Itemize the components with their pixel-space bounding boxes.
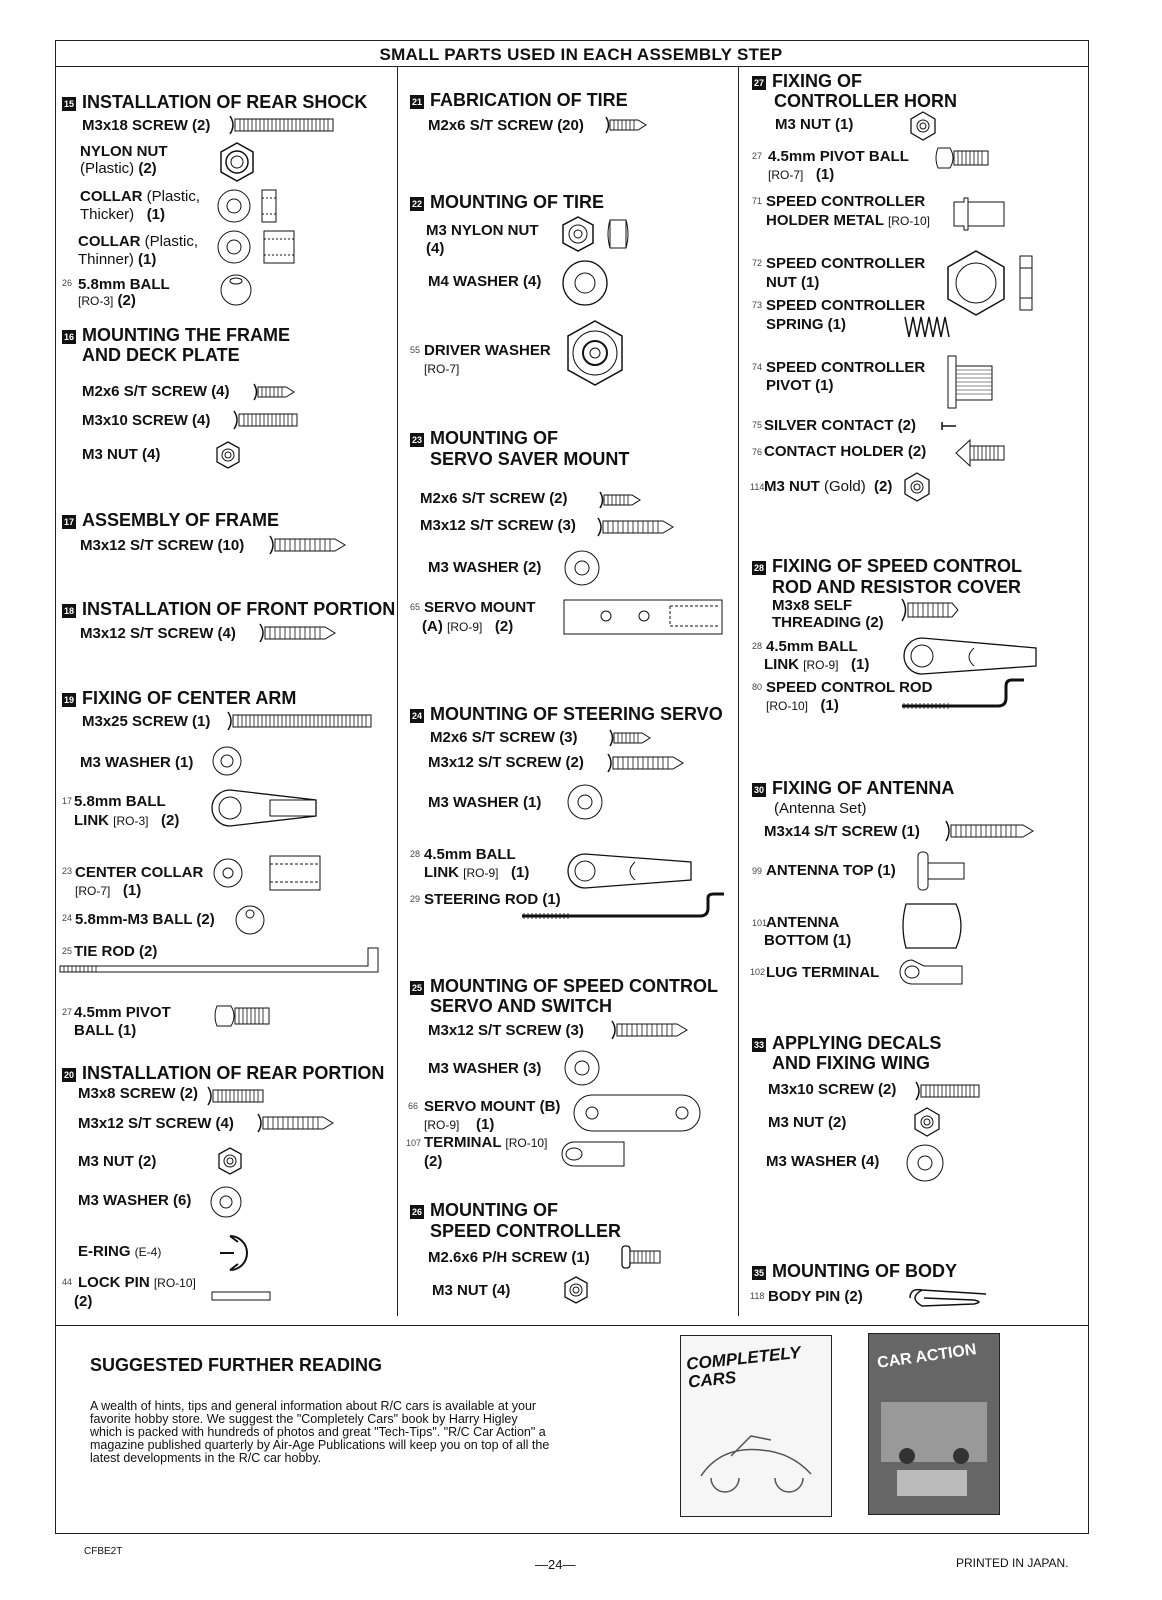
washer-icon [565, 782, 605, 822]
part-m3-washer: M3 WASHER (2) [428, 559, 542, 576]
screw-icon [620, 1244, 664, 1270]
part-lug-terminal: LUG TERMINAL [766, 964, 880, 981]
ball-icon [218, 272, 258, 308]
part-collar-thinner: COLLAR (Plastic, [78, 233, 199, 250]
step-30-subtitle: (Antenna Set) [774, 800, 867, 817]
part-nylon-nut-detail: (Plastic) (2) [80, 160, 157, 177]
step-33-title: 33 APPLYING DECALS [753, 1033, 942, 1053]
part-number: 27 [62, 1007, 73, 1017]
part-number: 80 [752, 682, 763, 692]
step-19-title: 19 FIXING OF CENTER ARM [63, 688, 297, 708]
part-steering-rod: STEERING ROD (1) [424, 891, 561, 908]
screw-icon [914, 1080, 982, 1102]
step-26-title: 26 MOUNTING OF [411, 1200, 558, 1220]
part-number: 25 [62, 946, 73, 956]
screw-icon [232, 409, 300, 431]
part-4-5mm-ball-link: 4.5mm BALL [766, 638, 858, 655]
part-speed-control-rod-detail: [RO-10] (1) [766, 697, 839, 714]
part-contact-holder: CONTACT HOLDER (2) [764, 443, 927, 460]
part-number: 29 [410, 894, 421, 904]
step-28-title: 28 FIXING OF SPEED CONTROL [753, 556, 1023, 576]
part-number: 107 [406, 1138, 422, 1148]
part-number: 17 [62, 796, 73, 806]
step-21-title: 21 FABRICATION OF TIRE [411, 90, 628, 110]
part-m3-washer: M3 WASHER (6) [78, 1192, 192, 1209]
nylon-nut-icon [215, 140, 259, 184]
header-divider [55, 66, 1089, 67]
part-servo-mount-b-detail: [RO-9] (1) [424, 1116, 495, 1133]
lug-terminal-icon [898, 958, 966, 986]
part-5-8mm-ball-link: 5.8mm BALL [74, 793, 166, 810]
step-23-title: 23 MOUNTING OF [411, 428, 558, 448]
step-22-title: 22 MOUNTING OF TIRE [411, 192, 604, 212]
nut-icon [912, 1106, 942, 1138]
part-body-pin: BODY PIN (2) [768, 1288, 863, 1305]
reading-paragraph: A wealth of hints, tips and general information about R/C cars is available at your favorite hobby store. We suggest the "Completely Cars" book by Harry Higley which is packed with hundreds of photos and great "Tech-Tips". "R/C Car Action" a magazine published quarterly by Air-Age Publications will keep you on top of all the latest developments in the R/C car hobby. [90, 1399, 550, 1465]
part-m3-nut: M3 NUT (4) [82, 446, 161, 463]
part-m3x25-screw: M3x25 SCREW (1) [82, 713, 211, 730]
step-25-title: 25 MOUNTING OF SPEED CONTROL [411, 976, 718, 996]
collar-thick-icon [214, 186, 284, 226]
part-number: 102 [750, 967, 766, 977]
step-15-title: 15 INSTALLATION OF REAR SHOCK [63, 92, 368, 112]
antenna-top-icon [916, 850, 968, 892]
screw-icon [606, 752, 686, 774]
screw-icon [256, 1112, 336, 1134]
part-m3x8-self-threading-line2: THREADING (2) [772, 614, 884, 631]
part-m2x6-st-screw: M2x6 S/T SCREW (3) [430, 729, 578, 746]
part-m3x12-st-screw: M3x12 S/T SCREW (4) [78, 1115, 234, 1132]
step-17-title: 17 ASSEMBLY OF FRAME [63, 510, 280, 530]
part-number: 75 [752, 420, 763, 430]
part-number: 28 [752, 641, 763, 651]
part-e-ring: E-RING (E-4) [78, 1243, 162, 1260]
tie-rod-icon [58, 944, 388, 984]
screw-icon [252, 382, 296, 402]
part-speed-controller-holder: SPEED CONTROLLER [766, 193, 926, 210]
part-number: 24 [62, 913, 73, 923]
screw-icon [610, 1019, 690, 1041]
part-4-5mm-ball-link-detail: LINK [RO-9] (1) [424, 864, 530, 881]
part-m3x8-self-threading: M3x8 SELF [772, 597, 853, 614]
large-nut-icon [942, 248, 1038, 318]
part-5-8mm-ball-detail: [RO-3] (2) [78, 292, 136, 309]
part-collar-thicker: COLLAR (Plastic, [80, 188, 201, 205]
nylon-nut-icon [558, 214, 634, 254]
lock-pin-icon [210, 1288, 274, 1304]
part-5-8mm-ball-link-detail: LINK [RO-3] (2) [74, 812, 180, 829]
magazine-title: CAR ACTION [876, 1341, 978, 1372]
part-number: 72 [752, 258, 763, 268]
e-ring-icon [214, 1230, 260, 1276]
nut-icon [908, 110, 938, 142]
part-m3x12-st-screw: M3x12 S/T SCREW (3) [428, 1022, 584, 1039]
part-m2-6x6-ph-screw: M2.6x6 P/H SCREW (1) [428, 1249, 590, 1266]
part-antenna-top: ANTENNA TOP (1) [766, 862, 896, 879]
part-speed-controller-spring: SPEED CONTROLLER [766, 297, 926, 314]
part-m2x6-st-screw: M2x6 S/T SCREW (2) [420, 490, 568, 507]
holder-metal-icon [950, 194, 1010, 234]
screw-icon [604, 115, 650, 135]
part-collar-thinner-detail: Thinner) (1) [78, 251, 157, 268]
document-code: CFBE2T [84, 1546, 123, 1557]
part-m2x6-st-screw: M2x6 S/T SCREW (4) [82, 383, 230, 400]
part-nylon-nut: NYLON NUT [80, 143, 168, 160]
part-center-collar-detail: [RO-7] (1) [75, 882, 142, 899]
part-servo-mount-a: SERVO MOUNT [424, 599, 536, 616]
magazine-photo [877, 1394, 991, 1504]
car-sketch [691, 1416, 821, 1506]
part-4-5mm-ball-link-detail: LINK [RO-9] (1) [764, 656, 870, 673]
step-27-title: 27 FIXING OF [753, 71, 862, 91]
washer-icon [562, 548, 602, 588]
washer-icon [210, 744, 244, 778]
page-number: —24— [535, 1557, 576, 1572]
screw-icon [268, 534, 348, 556]
control-rod-icon [900, 676, 1030, 712]
part-m3-nut: M3 NUT (1) [775, 116, 854, 133]
part-number: 27 [752, 151, 763, 161]
antenna-bottom-icon [900, 900, 972, 952]
part-driver-washer: DRIVER WASHER [424, 342, 551, 359]
screw-icon [598, 490, 644, 510]
part-m3-nut-gold: M3 NUT (Gold) (2) [764, 478, 893, 495]
screw-icon [258, 622, 338, 644]
part-number: 74 [752, 362, 763, 372]
part-4-5mm-pivot: 4.5mm PIVOT [74, 1004, 171, 1021]
pivot-ball-icon [213, 1002, 273, 1032]
terminal-icon [560, 1140, 628, 1168]
part-number: 26 [62, 278, 73, 288]
reading-title: SUGGESTED FURTHER READING [90, 1355, 383, 1375]
part-m3-nylon-nut-qty: (4) [426, 240, 445, 257]
part-m3-washer: M3 WASHER (4) [766, 1153, 880, 1170]
part-collar-thicker-detail: Thicker) (1) [80, 206, 166, 223]
step-33-title-line2: AND FIXING WING [772, 1053, 930, 1073]
part-m3x8-screw: M3x8 SCREW (2) [78, 1085, 199, 1102]
center-collar-icon [208, 854, 324, 894]
step-20-title: 20 INSTALLATION OF REAR PORTION [63, 1063, 385, 1083]
part-4-5mm-ball-link: 4.5mm BALL [424, 846, 516, 863]
part-number: 66 [408, 1101, 419, 1111]
step-28-title-line2: ROD AND RESISTOR COVER [772, 577, 1022, 597]
part-number: 55 [410, 345, 421, 355]
washer-icon [208, 1184, 244, 1220]
part-m3-nut: M3 NUT (2) [768, 1114, 847, 1131]
part-silver-contact: SILVER CONTACT (2) [764, 417, 916, 434]
part-number: 71 [752, 196, 763, 206]
step-18-title: 18 INSTALLATION OF FRONT PORTION [63, 599, 396, 619]
part-speed-controller-pivot: SPEED CONTROLLER [766, 359, 926, 376]
steering-rod-icon [520, 892, 728, 926]
part-antenna-bottom-line2: BOTTOM (1) [764, 932, 852, 949]
part-m3-nylon-nut: M3 NYLON NUT [426, 222, 539, 239]
page-title: SMALL PARTS USED IN EACH ASSEMBLY STEP [379, 45, 783, 64]
spring-icon [902, 313, 954, 341]
ball-link-icon [565, 850, 695, 892]
part-m3-washer: M3 WASHER (1) [80, 754, 194, 771]
step-35-title: 35 MOUNTING OF BODY [753, 1261, 957, 1281]
part-speed-controller-holder-line2: HOLDER METAL [RO-10] [766, 212, 930, 229]
column-divider-2 [738, 66, 739, 1316]
part-number: 76 [752, 447, 763, 457]
step-24-title: 24 MOUNTING OF STEERING SERVO [411, 704, 723, 724]
part-servo-mount-b: SERVO MOUNT (B) [424, 1098, 561, 1115]
part-driver-washer-ref: [RO-7] [424, 362, 460, 376]
part-number: 101 [752, 918, 768, 928]
part-4-5mm-pivot-line2: BALL (1) [74, 1022, 137, 1039]
part-number: 44 [62, 1277, 73, 1287]
part-m3x10-screw: M3x10 SCREW (2) [768, 1081, 897, 1098]
pivot-icon [946, 354, 996, 410]
part-m3x18-screw: M3x18 SCREW (2) [82, 117, 211, 134]
step-26-title-line2: SPEED CONTROLLER [430, 1221, 622, 1241]
screw-icon [228, 114, 336, 136]
part-m3x12-st-screw: M3x12 S/T SCREW (10) [80, 537, 245, 554]
part-lock-pin-qty: (2) [74, 1293, 93, 1310]
washer-icon [560, 258, 610, 308]
nut-icon [216, 1146, 244, 1176]
screw-icon [944, 819, 1036, 843]
part-number: 73 [752, 300, 763, 310]
part-number: 99 [752, 866, 763, 876]
part-antenna-bottom: ANTENNA [766, 914, 840, 931]
part-lock-pin: LOCK PIN [RO-10] [78, 1274, 196, 1291]
driver-washer-icon [560, 318, 630, 388]
part-terminal-qty: (2) [424, 1153, 443, 1170]
part-number: 23 [62, 866, 73, 876]
screw-icon [596, 516, 676, 538]
part-m3x12-st-screw: M3x12 S/T SCREW (3) [420, 517, 576, 534]
car-action-magazine-cover [868, 1333, 1000, 1515]
part-m3-nut: M3 NUT (2) [78, 1153, 157, 1170]
part-number: 114 [750, 482, 765, 492]
part-m3x14-st-screw: M3x14 S/T SCREW (1) [764, 823, 920, 840]
column-divider-1 [397, 66, 398, 1316]
book-title: COMPLETELY CARS [685, 1342, 802, 1392]
part-4-5mm-pivot-ball: 4.5mm PIVOT BALL [768, 148, 909, 165]
part-speed-controller-nut: SPEED CONTROLLER [766, 255, 926, 272]
part-speed-control-rod: SPEED CONTROL ROD [766, 679, 933, 696]
part-m4-washer: M4 WASHER (4) [428, 273, 542, 290]
servo-mount-b-icon [572, 1093, 704, 1133]
part-number: 65 [410, 602, 421, 612]
screw-icon [226, 710, 374, 732]
body-pin-icon [904, 1284, 990, 1312]
part-m3x12-st-screw: M3x12 S/T SCREW (2) [428, 754, 584, 771]
completely-cars-book-cover [680, 1335, 832, 1517]
step-16-title: 16 MOUNTING THE FRAME [63, 325, 290, 345]
step-23-title-line2: SERVO SAVER MOUNT [430, 449, 630, 469]
part-speed-controller-pivot-line2: PIVOT (1) [766, 377, 834, 394]
nut-icon [562, 1275, 590, 1305]
pivot-ball-icon [934, 144, 992, 174]
nut-icon [902, 471, 932, 503]
part-terminal: TERMINAL [RO-10] [424, 1134, 548, 1151]
part-center-collar: CENTER COLLAR [75, 864, 204, 881]
screw-icon [608, 728, 654, 748]
screw-icon [900, 597, 962, 623]
part-servo-mount-a-detail: (A) [RO-9] (2) [422, 618, 514, 635]
part-4-5mm-pivot-ball-detail: [RO-7] (1) [768, 166, 835, 183]
part-speed-controller-spring-line2: SPRING (1) [766, 316, 847, 333]
part-m3-washer: M3 WASHER (1) [428, 794, 542, 811]
ball-link-icon [900, 634, 1040, 678]
part-m3x10-screw: M3x10 SCREW (4) [82, 412, 211, 429]
part-m3-nut: M3 NUT (4) [432, 1282, 511, 1299]
screw-icon [206, 1085, 266, 1107]
part-m2x6-st-screw: M2x6 S/T SCREW (20) [428, 117, 584, 134]
printed-in-japan: PRINTED IN JAPAN. [956, 1556, 1069, 1570]
step-25-title-line2: SERVO AND SWITCH [430, 996, 613, 1016]
washer-icon [904, 1142, 946, 1184]
reading-divider [55, 1325, 1089, 1326]
contact-holder-icon [952, 436, 1008, 470]
ball-icon [233, 903, 267, 937]
nut-icon [214, 440, 242, 470]
part-tie-rod: TIE ROD (2) [74, 943, 158, 960]
collar-thin-icon [214, 227, 300, 267]
contact-icon [940, 420, 960, 432]
part-number: 28 [410, 849, 421, 859]
part-m3-washer: M3 WASHER (3) [428, 1060, 542, 1077]
part-speed-controller-nut-line2: NUT (1) [766, 274, 820, 291]
part-5-8mm-ball: 5.8mm BALL [78, 276, 170, 293]
part-m3x12-st-screw: M3x12 S/T SCREW (4) [80, 625, 236, 642]
step-30-title: 30 FIXING OF ANTENNA [753, 778, 955, 798]
step-16-title-line2: AND DECK PLATE [82, 345, 240, 365]
step-27-title-line2: CONTROLLER HORN [774, 91, 957, 111]
washer-icon [562, 1048, 602, 1088]
part-5-8mm-m3-ball: 5.8mm-M3 BALL (2) [75, 911, 215, 928]
ball-link-icon [208, 786, 320, 830]
part-number: 118 [750, 1291, 765, 1301]
servo-mount-icon [562, 596, 726, 638]
